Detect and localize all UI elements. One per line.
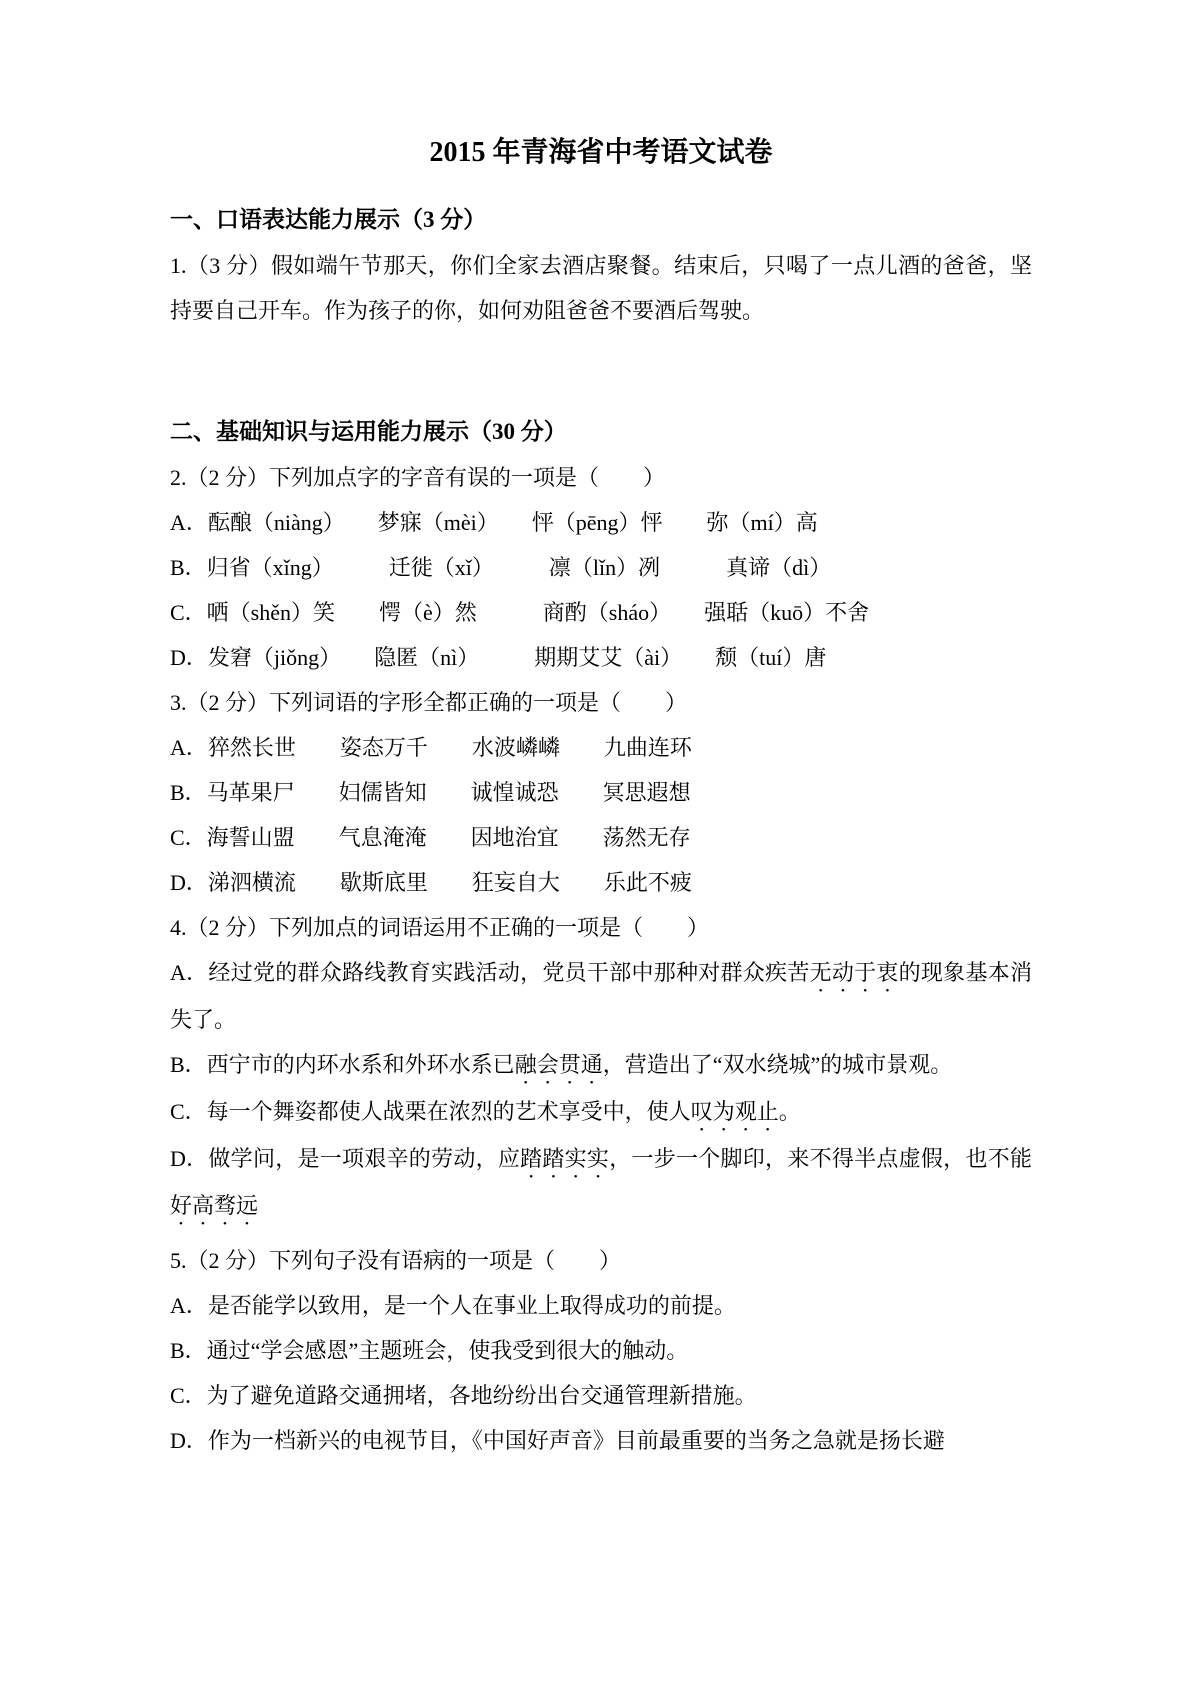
- question-2-stem: 2.（2 分）下列加点字的字音有误的一项是（ ）: [170, 465, 666, 490]
- question-4-option-a: [170, 950, 1032, 1042]
- question-3-stem: 3.（2 分）下列词语的字形全都正确的一项是（ ）: [170, 690, 688, 715]
- text-run: ，一步一个脚印，来不得半点虚假，也不能: [609, 1146, 1032, 1171]
- question-5-stem: 5.（2 分）下列句子没有语病的一项是（ ）: [170, 1248, 622, 1273]
- question-1-text: 1.（3 分）假如端午节那天，你们全家去酒店聚餐。结束后，只喝了一点儿酒的爸爸，坚持要自己开车。作为孩子的你，如何劝阻爸爸不要酒后驾驶。: [170, 253, 1032, 323]
- question-2-option-c: C．哂（shěn）笑 愕（è）然 商酌（sháo） 强聒（kuō）不舍: [170, 600, 870, 625]
- question-4-option-b: [170, 1042, 1032, 1089]
- question-3-option-b: B．马革果尸 妇儒皆知 诚惶诚恐 冥思遐想: [170, 780, 691, 805]
- emphasized-word: 踏踏实实: [520, 1146, 610, 1171]
- question-3-option-c: C．海誓山盟 气息淹淹 因地治宜 荡然无存: [170, 825, 691, 850]
- text-run: 的现象基本消失了。: [170, 960, 1032, 1032]
- question-2-option-b: B．归省（xǐng） 迁徙（xǐ） 凛（lǐn）冽 真谛（dì）: [170, 555, 832, 580]
- text-run: A．经过党的群众路线教育实践活动，党员干部中那种对群众疾苦: [170, 960, 810, 985]
- emphasized-word: 好高骛远: [170, 1193, 259, 1218]
- question-4-option-c: [170, 1089, 1032, 1136]
- section-2-heading: 二、基础知识与运用能力展示（30 分）: [170, 419, 567, 444]
- text-run: D．做学问，是一项艰辛的劳动，应: [170, 1146, 521, 1171]
- question-5-option-d: D．作为一档新兴的电视节目，《中国好声音》目前最重要的当务之急就是扬长避: [170, 1428, 945, 1453]
- question-5-option-a: A．是否能学以致用，是一个人在事业上取得成功的前提。: [170, 1293, 736, 1318]
- emphasized-word: 融会贯通: [514, 1052, 603, 1077]
- text-run: B．西宁市的内环水系和外环水系已: [170, 1052, 515, 1077]
- question-4-option-d: [170, 1136, 1032, 1230]
- text-run: C．每一个舞姿都使人战栗在浓烈的艺术享受中，使人: [170, 1099, 691, 1124]
- text-run: 。: [778, 1099, 801, 1124]
- question-5-option-b: B．通过“学会感恩”主题班会，使我受到很大的触动。: [170, 1338, 689, 1363]
- question-2-option-a: A．酝酿（niàng） 梦寐（mèi） 怦（pēng）怦 弥（mí）高: [170, 510, 818, 535]
- blank-answer-space: [170, 333, 1032, 409]
- question-4-stem: 4.（2 分）下列加点的词语运用不正确的一项是（ ）: [170, 915, 710, 940]
- emphasized-word: 无动于衷: [809, 960, 899, 985]
- question-3-option-a: A．猝然长世 姿态万千 水波嶙嶙 九曲连环: [170, 735, 692, 760]
- question-5-option-c: C．为了避免道路交通拥堵，各地纷纷出台交通管理新措施。: [170, 1383, 757, 1408]
- question-2-option-d: D．发窘（jiǒng） 隐匿（nì） 期期艾艾（ài） 颓（tuí）唐: [170, 645, 827, 670]
- text-run: ，营造出了“双水绕城”的城市景观。: [602, 1052, 953, 1077]
- section-1-heading: 一、口语表达能力展示（3 分）: [170, 207, 487, 232]
- emphasized-word: 叹为观止: [690, 1099, 779, 1124]
- page-title: 2015 年青海省中考语文试卷: [429, 137, 773, 168]
- question-3-option-d: D．涕泗横流 歇斯底里 狂妄自大 乐此不疲: [170, 870, 692, 895]
